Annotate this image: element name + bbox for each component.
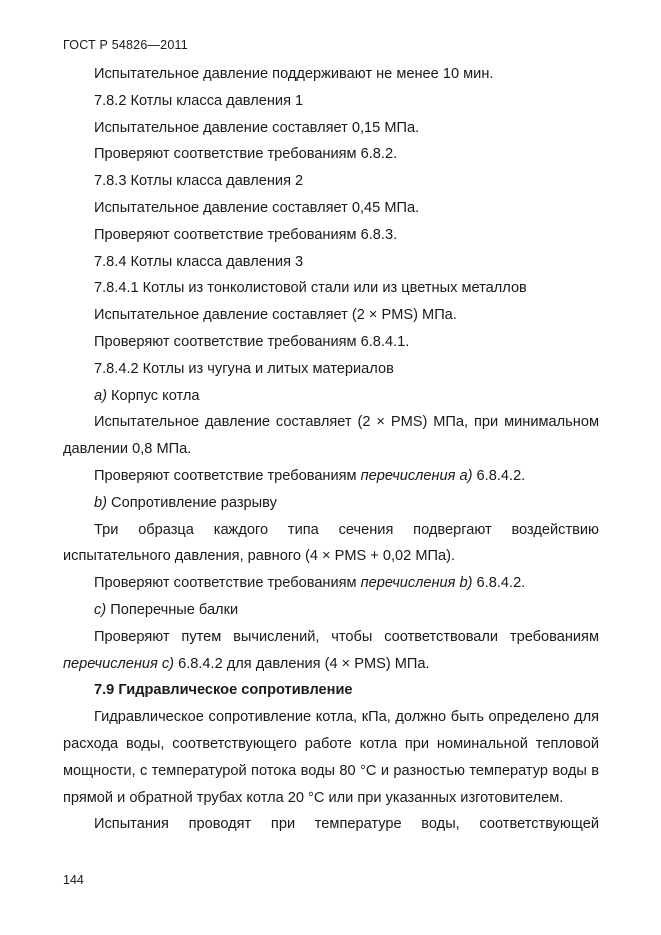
text-run: 6.8.4.2. bbox=[472, 575, 526, 592]
list-marker: b) bbox=[94, 494, 107, 511]
section-heading-7-8-4: 7.8.4 Котлы класса давления 3 bbox=[94, 253, 304, 270]
paragraph bbox=[63, 570, 599, 597]
paragraph: Проверяют соответствие требованиям 6.8.4.1. bbox=[94, 333, 410, 350]
paragraph: Гидравлическое сопротивление котла, кПа, должно быть определено для расхода воды, соответствующего работе котла при номинальной тепловой мощности, с температурой потока воды 80 °С и разностью температур воды в прямой и обратной трубах котла 20 °С или при указанных изготовителем. bbox=[63, 709, 599, 806]
section-heading-7-8-3: 7.8.3 Котлы класса давления 2 bbox=[94, 173, 304, 190]
list-item-c bbox=[63, 597, 599, 624]
list-item-text: Сопротивление разрыву bbox=[106, 494, 277, 511]
italic-reference: перечисления c) bbox=[63, 655, 175, 672]
paragraph: Испытательное давление поддерживают не менее 10 мин. bbox=[94, 66, 494, 82]
section-heading-7-8-4-2: 7.8.4.2 Котлы из чугуна и литых материалов bbox=[94, 360, 394, 377]
paragraph: Испытательное давление составляет 0,45 МПа. bbox=[94, 199, 420, 216]
document-header: ГОСТ Р 54826—2011 bbox=[63, 38, 188, 52]
section-heading-7-9: 7.9 Гидравлическое сопротивление bbox=[94, 682, 353, 699]
text-run: Проверяют соответствие требованиям bbox=[94, 575, 361, 592]
list-item-text: Поперечные балки bbox=[106, 601, 239, 618]
page-number: 144 bbox=[63, 873, 84, 887]
paragraph: Испытательное давление составляет 0,15 МПа. bbox=[94, 119, 420, 136]
section-heading-7-8-2: 7.8.2 Котлы класса давления 1 bbox=[94, 92, 304, 109]
paragraph: Испытательное давление составляет (2 × PMS) МПа, при минимальном давлении 0,8 МПа. bbox=[63, 414, 599, 458]
section-heading-7-8-4-1: 7.8.4.1 Котлы из тонколистовой стали или из цветных металлов bbox=[94, 280, 527, 297]
list-item-b bbox=[63, 490, 599, 517]
paragraph: Проверяют соответствие требованиям 6.8.2. bbox=[94, 146, 398, 163]
paragraph: Три образца каждого типа сечения подвергают воздействию испытательного давления, равного (4 × PMS + 0,02 МПа). bbox=[63, 521, 599, 565]
list-item-text: Корпус котла bbox=[106, 387, 200, 404]
italic-reference: перечисления b) bbox=[360, 575, 473, 592]
paragraph bbox=[63, 624, 599, 678]
paragraph: Проверяют соответствие требованиям 6.8.3. bbox=[94, 226, 398, 243]
list-marker: a) bbox=[94, 387, 107, 404]
paragraph: Испытательное давление составляет (2 × PMS) МПа. bbox=[94, 307, 457, 324]
page-body bbox=[63, 61, 599, 838]
list-marker: c) bbox=[94, 601, 107, 618]
text-run: 6.8.4.2. bbox=[472, 467, 526, 484]
paragraph bbox=[63, 463, 599, 490]
text-run: Проверяют путем вычислений, чтобы соответствовали требованиям bbox=[94, 628, 599, 645]
paragraph: Испытания проводят при температуре воды, соответствующей bbox=[94, 816, 599, 833]
text-run: Проверяют соответствие требованиям bbox=[94, 467, 361, 484]
text-run: 6.8.4.2 для давления (4 × PMS) МПа. bbox=[174, 655, 430, 672]
list-item-a bbox=[63, 383, 599, 410]
italic-reference: перечисления a) bbox=[360, 467, 473, 484]
